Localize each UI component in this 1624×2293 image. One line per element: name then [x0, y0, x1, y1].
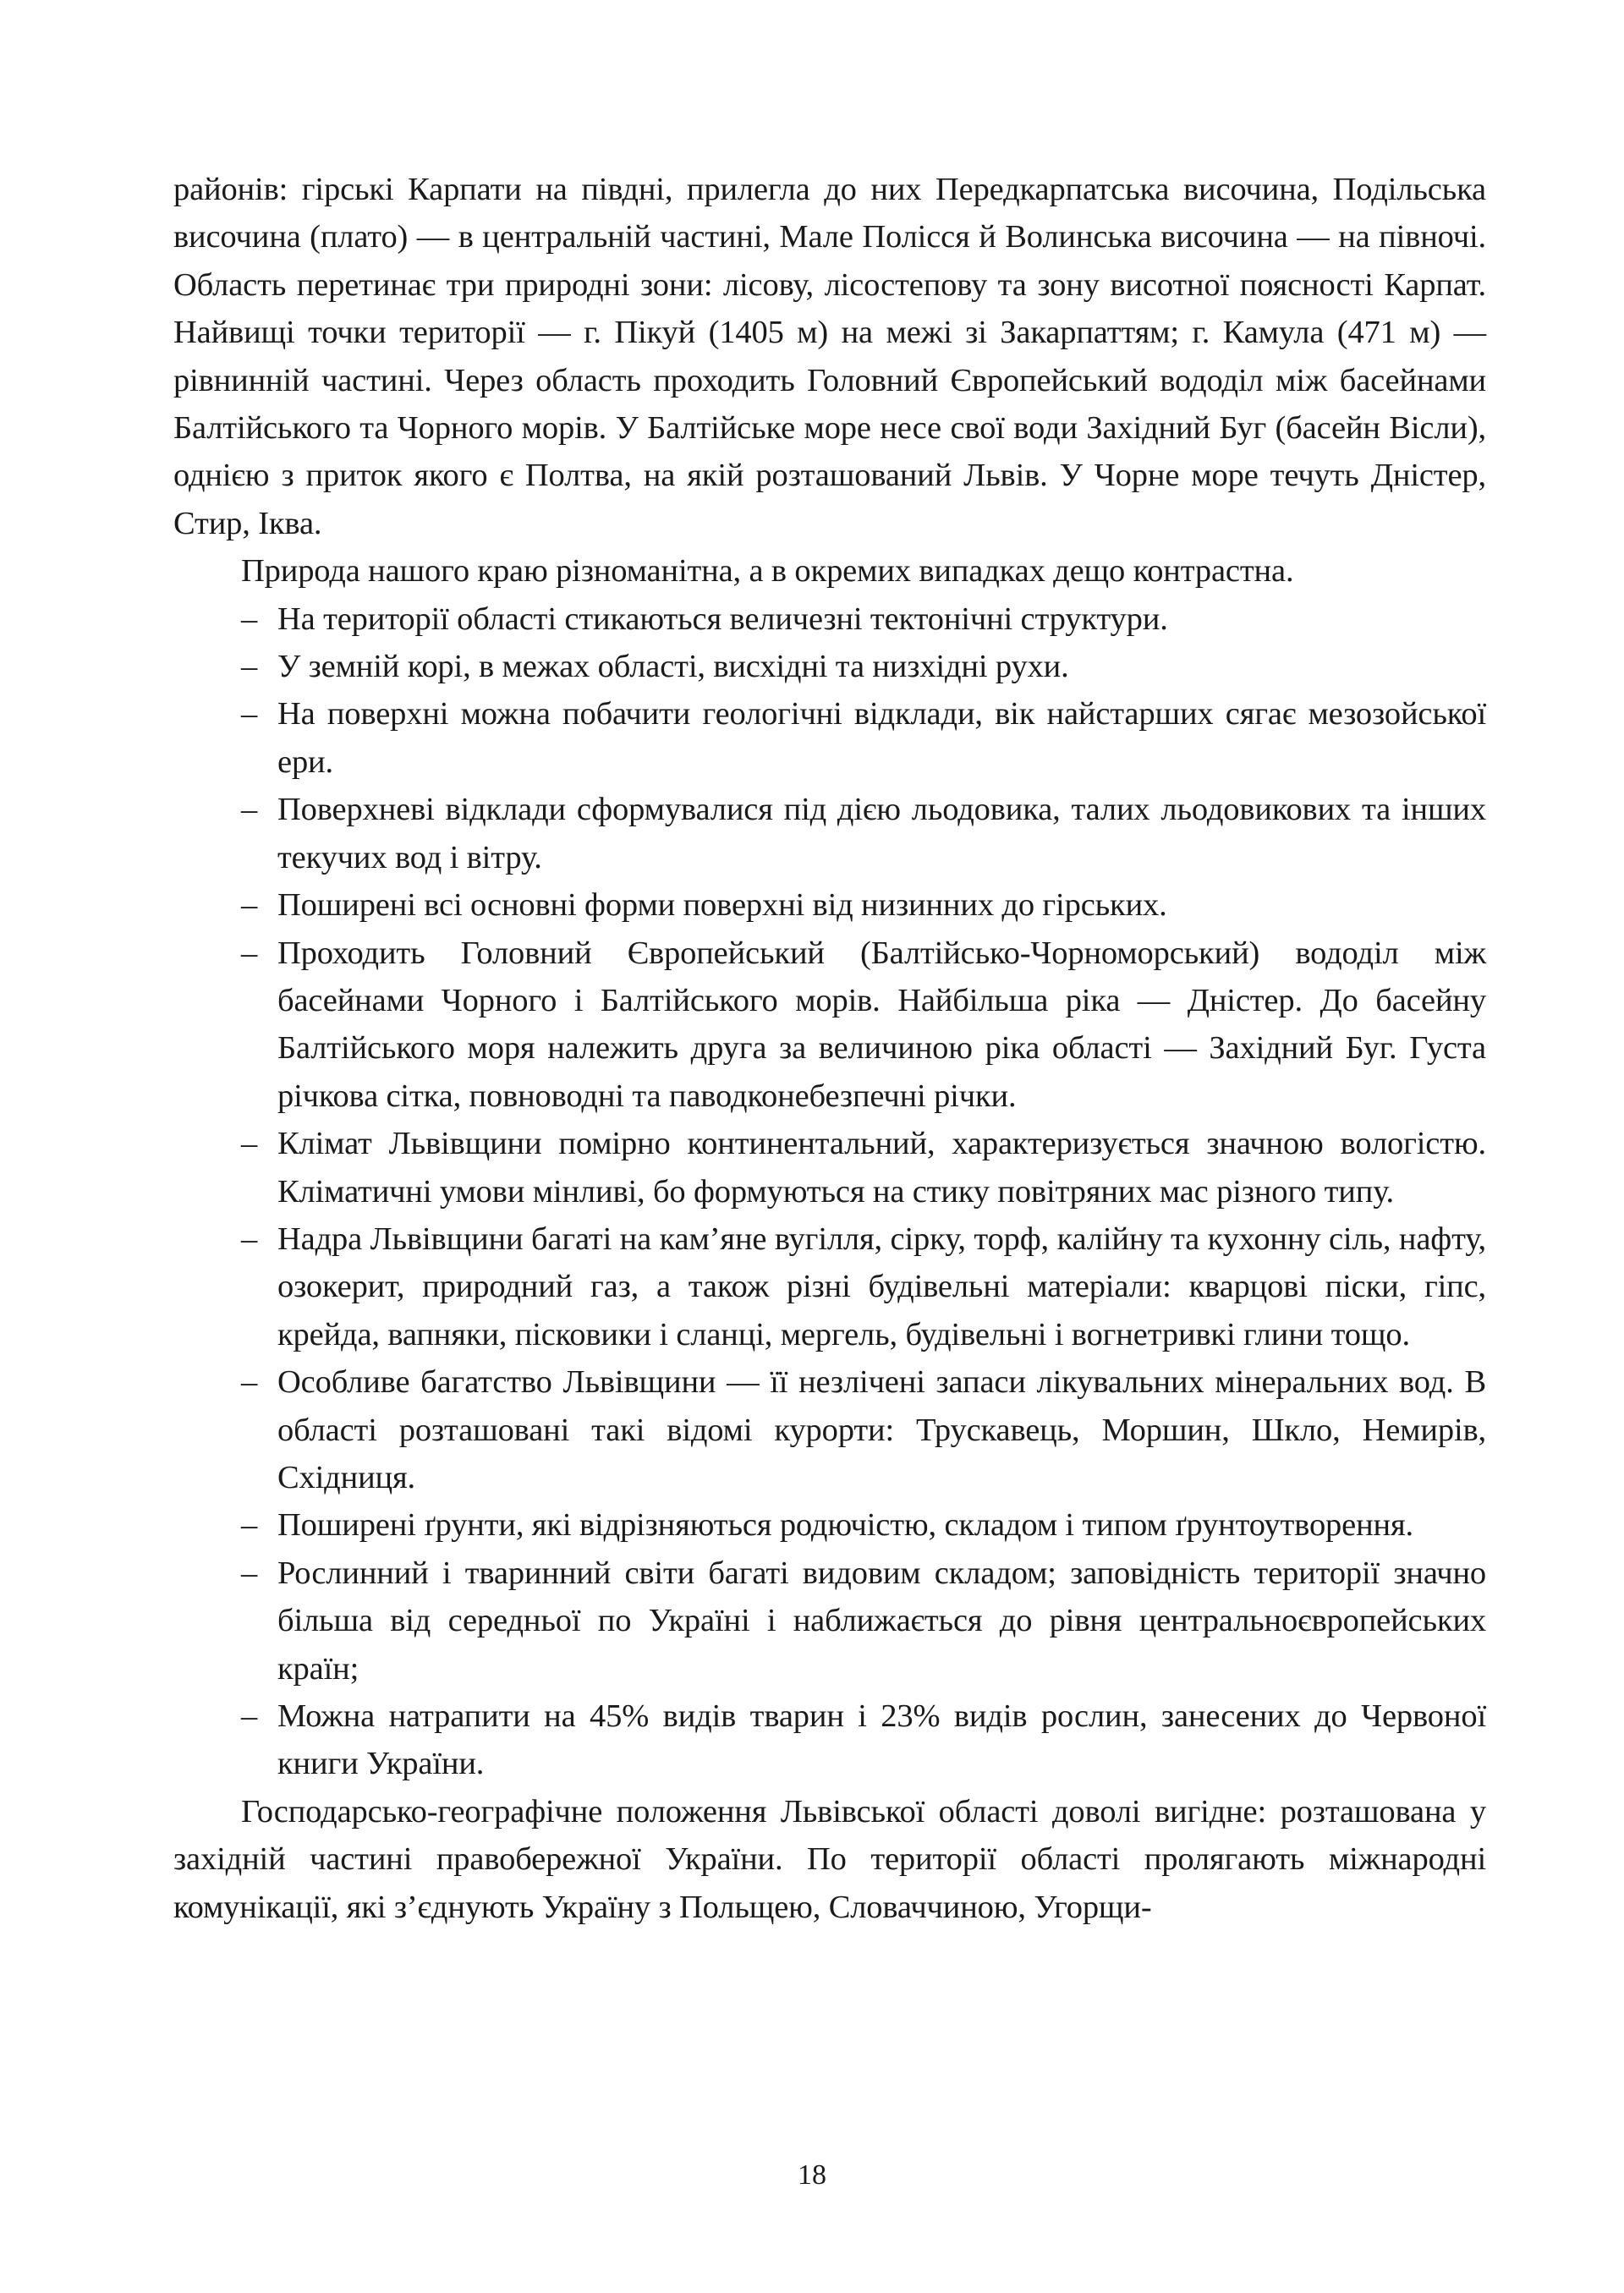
list-item	[173, 1215, 1486, 1358]
dash-bullet-icon: –	[241, 1698, 258, 1734]
dash-bullet-icon: –	[241, 935, 258, 971]
list-item	[173, 1501, 1486, 1549]
list-item	[173, 595, 1486, 643]
list-item-text: Поширені всі основні форми поверхні від низинних до гірських.	[277, 887, 1167, 924]
dash-bullet-icon: –	[241, 887, 258, 924]
dash-bullet-icon: –	[241, 696, 258, 732]
list-item	[173, 1120, 1486, 1215]
list-item-text: Проходить Головний Європейський (Балтійсько-Чорноморський) вододіл між басейнами Чорного і Балтійського морів. Найбільша ріка — Дністер. До басейну Балтійського моря належить друга за величиною ріка області — Західний Буг. Густа річкова сітка, повноводні та паводконебезпечні річки.	[277, 935, 1486, 1114]
list-item-text: Можна натрапити на 45% видів тварин і 23% видів рослин, занесених до Червоної книги України.	[277, 1698, 1486, 1782]
list-item	[173, 930, 1486, 1121]
page-number: 18	[798, 2159, 826, 2191]
nature-features-list	[173, 595, 1486, 1788]
list-item	[173, 1550, 1486, 1692]
list-item-text: На території області стикаються величезні тектонічні структури.	[277, 601, 1168, 637]
paragraph-economic-geography: Господарсько-географічне положення Львівської області доволі вигідне: розташована у західній частині правобережної України. По території області пролягають міжнародні комунікації, які з’єднують Україну з Польщею, Словаччиною, Угорщи-	[173, 1793, 1486, 1925]
page-body	[173, 166, 1486, 1931]
list-item-text: Рослинний і тваринний світи багаті видовим складом; заповідність території значно більша від середньої по Україні і наближається до рівня центральноєвропейських країн;	[277, 1555, 1486, 1687]
list-item	[173, 1358, 1486, 1501]
dash-bullet-icon: –	[241, 649, 258, 685]
dash-bullet-icon: –	[241, 1126, 258, 1162]
list-item-text: Поширені ґрунти, які відрізняються родючістю, складом і типом ґрунтоутворення.	[277, 1507, 1414, 1544]
dash-bullet-icon: –	[241, 1555, 258, 1591]
dash-bullet-icon: –	[241, 601, 258, 637]
dash-bullet-icon: –	[241, 1364, 258, 1401]
list-item	[173, 643, 1486, 690]
list-item-text: Надра Львівщини багаті на кам’яне вугілля, сірку, торф, калійну та кухонну сіль, нафту, озокерит, природний газ, а також різні будівельні матеріали: кварцові піски, гіпс, крейда, вапняки, пісковики і сланці, мергель, будівельні і вогнетривкі глини тощо.	[277, 1221, 1486, 1352]
paragraph-regions-overview: районів: гірські Карпати на півдні, прилегла до них Передкарпатська височина, Подільська височина (плато) — в центральній частині, Мале Полісся й Волинська височина — на півночі. Область перетинає три природні зони: лісову, лісостепову та зону висотної поясності Карпат. Найвищі точки території — г. Пікуй (1405 м) на межі зі Закарпаттям; г. Камула (471 м) — рівнинній частині. Через область проходить Головний Європейський вододіл між басейнами Балтійського та Чорного морів. У Балтійське море несе свої води Західний Буг (басейн Вісли), однією з приток якого є Полтва, на якій розташований Львів. У Чорне море течуть Дністер, Стир, Іква.	[173, 172, 1486, 541]
list-item-text: Поверхневі відклади сформувалися під дією льодовика, талих льодовикових та інших текучих вод і вітру.	[277, 792, 1486, 875]
list-item-text: Особливе багатство Львівщини — її незлічені запаси лікувальних мінеральних вод. В області розташовані такі відомі курорти: Трускавець, Моршин, Шкло, Немирів, Східниця.	[277, 1364, 1486, 1495]
list-item	[173, 881, 1486, 929]
dash-bullet-icon: –	[241, 792, 258, 828]
list-item-text: Клімат Львівщини помірно континентальний, характеризується значною вологістю. Кліматичні умови мінливі, бо формуються на стику повітряних мас різного типу.	[277, 1126, 1486, 1210]
list-item-text: У земній корі, в межах області, висхідні та низхідні рухи.	[277, 649, 1069, 685]
dash-bullet-icon: –	[241, 1507, 258, 1544]
list-item	[173, 786, 1486, 881]
dash-bullet-icon: –	[241, 1221, 258, 1257]
paragraph-nature-intro: Природа нашого краю різноманітна, а в окремих випадках дещо контрастна.	[241, 553, 1294, 590]
list-item-text: На поверхні можна побачити геологічні відклади, вік найстарших сягає мезозойської ери.	[277, 696, 1486, 780]
list-item	[173, 690, 1486, 786]
list-item	[173, 1692, 1486, 1788]
